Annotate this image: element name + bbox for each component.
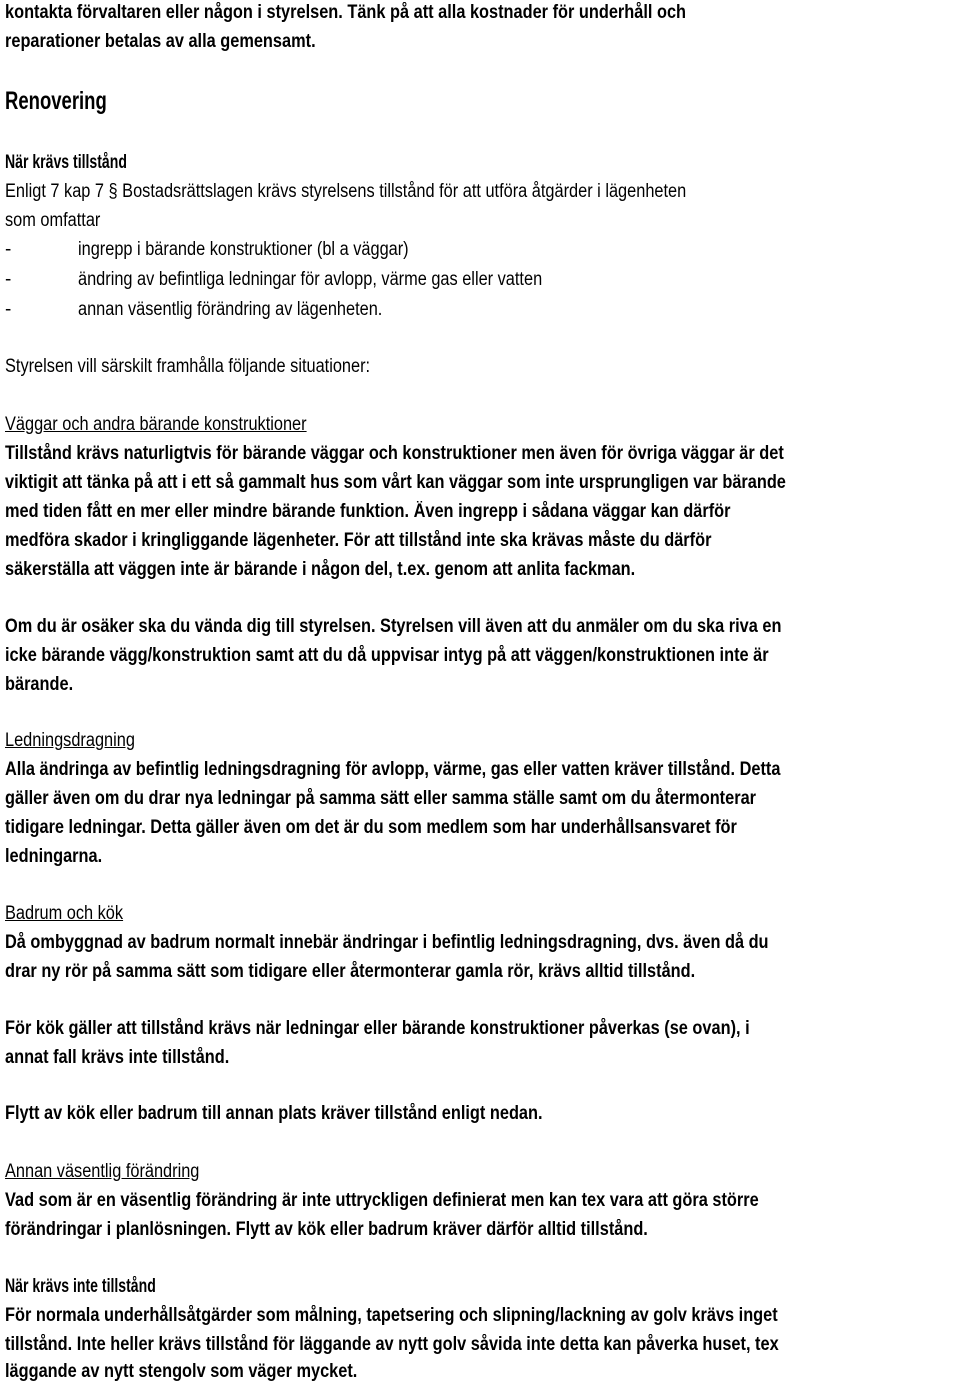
paragraph-line: drar ny rör på samma sätt som tidigare eller återmonterar gamla rör, krävs alltid tillstånd.: [5, 961, 696, 982]
paragraph-line: bärande.: [5, 674, 74, 695]
paragraph-line: säkerställa att väggen inte är bärande i någon del, t.ex. genom att anlita fackman.: [5, 559, 636, 580]
paragraph-line: Flytt av kök eller badrum till annan plats kräver tillstånd enligt nedan.: [5, 1103, 543, 1124]
paragraph-line: icke bärande vägg/konstruktion samt att du då uppvisar intyg på att väggen/konstruktionen inte är: [5, 645, 769, 666]
paragraph-line: tidigare ledningar. Detta gäller även om det är du som medlem som har underhållsansvaret för: [5, 817, 737, 838]
section-title: Renovering: [5, 87, 107, 115]
subsection-heading: När krävs tillstånd: [5, 152, 127, 173]
paragraph-line: Styrelsen vill särskilt framhålla följande situationer:: [5, 356, 371, 377]
paragraph-line: Enligt 7 kap 7 § Bostadsrättslagen krävs styrelsens tillstånd för att utföra åtgärder i lägenheten: [5, 181, 687, 202]
paragraph-line: För kök gäller att tillstånd krävs när ledningar eller bärande konstruktioner påverkas (se ovan), i: [5, 1018, 750, 1039]
list-dash: -: [5, 299, 12, 320]
list-item: ingrepp i bärande konstruktioner (bl a väggar): [78, 239, 409, 260]
paragraph-line: Om du är osäker ska du vända dig till styrelsen. Styrelsen vill även att du anmäler om du ska riva en: [5, 616, 782, 637]
paragraph-line: tillstånd. Inte heller krävs tillstånd för läggande av nytt golv såvida inte detta kan påverka huset, tex: [5, 1334, 779, 1355]
paragraph-line: ledningarna.: [5, 846, 103, 867]
list-item: ändring av befintliga ledningar för avlopp, värme gas eller vatten: [78, 269, 543, 290]
subsection-heading: Väggar och andra bärande konstruktioner: [5, 414, 307, 435]
paragraph-line: viktigit att tänka på att i ett så gammalt hus som vårt kan väggar som inte ursprungligen var bärande: [5, 472, 786, 493]
paragraph-line: Tillstånd krävs naturligtvis för bärande väggar och konstruktioner men även för övriga väggar är det: [5, 443, 784, 464]
list-dash: -: [5, 239, 12, 260]
paragraph-line: läggande av nytt stengolv som väger mycket.: [5, 1361, 358, 1382]
paragraph-line: medföra skador i kringliggande lägenheter. För att tillstånd inte ska krävas måste du därför: [5, 530, 712, 551]
paragraph-line: gäller även om du drar nya ledningar på samma sätt eller samma ställe samt om du återmonterar: [5, 788, 757, 809]
subsection-heading: När krävs inte tillstånd: [5, 1276, 156, 1297]
subsection-heading: Annan väsentlig förändring: [5, 1161, 200, 1182]
intro-line: kontakta förvaltaren eller någon i styrelsen. Tänk på att alla kostnader för underhåll och: [5, 2, 687, 23]
paragraph-line: Vad som är en väsentlig förändring är inte uttryckligen definierat men kan tex vara att göra större: [5, 1190, 759, 1211]
subsection-heading: Ledningsdragning: [5, 730, 135, 751]
paragraph-line: Då ombyggnad av badrum normalt innebär ändringar i befintlig ledningsdragning, dvs. även då du: [5, 932, 769, 953]
paragraph-line: förändringar i planlösningen. Flytt av kök eller badrum kräver därför alltid tillstånd.: [5, 1219, 648, 1240]
paragraph-line: som omfattar: [5, 210, 101, 231]
paragraph-line: För normala underhållsåtgärder som målning, tapetsering och slipning/lackning av golv krävs inget: [5, 1305, 778, 1326]
intro-line: reparationer betalas av alla gemensamt.: [5, 31, 316, 52]
paragraph-line: Alla ändringa av befintlig ledningsdragning för avlopp, värme, gas eller vatten kräver tillstånd. Detta: [5, 759, 781, 780]
list-dash: -: [5, 269, 12, 290]
list-item: annan väsentlig förändring av lägenheten.: [78, 299, 383, 320]
paragraph-line: med tiden fått en mer eller mindre bärande funktion. Även ingrepp i sådana väggar kan därför: [5, 501, 731, 522]
subsection-heading: Badrum och kök: [5, 903, 124, 924]
paragraph-line: annat fall krävs inte tillstånd.: [5, 1047, 230, 1068]
